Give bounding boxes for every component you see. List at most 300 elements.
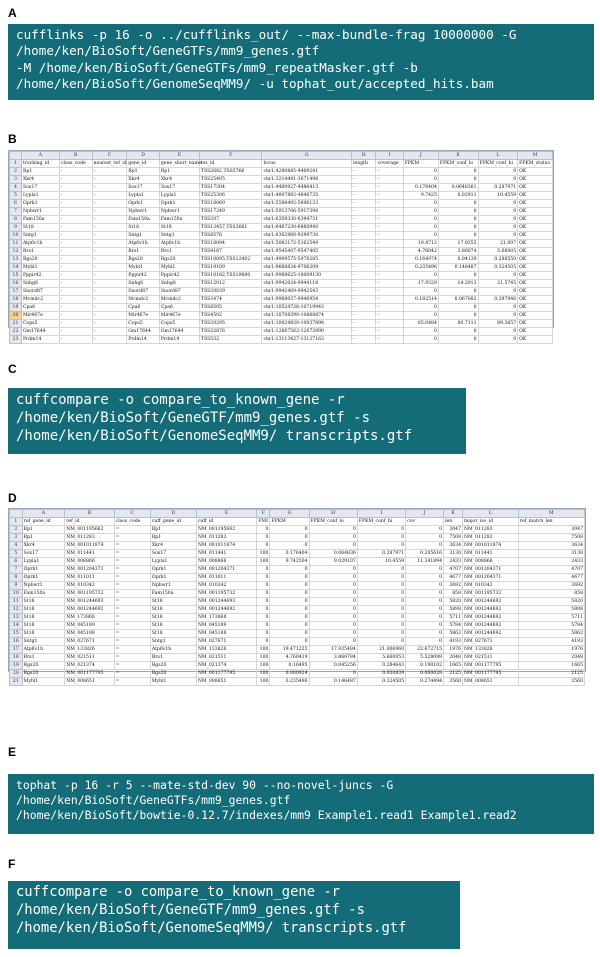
table-cell: NM_001195732 [65, 590, 114, 598]
table-cell: 5711 [444, 614, 463, 622]
table-cell: - [92, 288, 127, 296]
row-number: 9 [10, 224, 22, 232]
table-cell: Rp1 [22, 526, 65, 534]
column-letter: L [463, 510, 519, 518]
command-line: /home/ken/BioSoft/GeneGTF/mm9_genes.gtf -s [16, 901, 365, 918]
row-number: 1 [10, 160, 22, 168]
header-cell: nearest_ref_id [93, 161, 127, 166]
table-cell: NM_001244692 [196, 606, 256, 614]
table-cell: 0 [406, 534, 444, 542]
table-cell: - [59, 192, 92, 200]
table-cell: NM_011283 [196, 534, 256, 542]
table-row [10, 320, 553, 328]
table-cell: - [92, 256, 127, 264]
table-cell: Sntg1 [150, 638, 196, 646]
command-line: /home/ken/BioSoft/GenomeSeqMM9/ transcripts.gtf [16, 428, 413, 445]
table-cell: - [376, 248, 403, 256]
table-cell: - [352, 224, 376, 232]
header-cell: FPKM [403, 160, 438, 168]
table-cell: TSS20295 [200, 320, 262, 328]
table-cell: Gm17644 [127, 328, 160, 336]
header-cell: coverage [376, 160, 403, 168]
table-cell: 0.045256 [309, 662, 357, 670]
column-letter: I [376, 152, 403, 160]
table-row [10, 646, 585, 654]
table-cell: - [92, 168, 127, 176]
table-cell: Sox17 [22, 550, 65, 558]
column-letter: H [352, 152, 376, 160]
table-cell: Mir467e [21, 312, 59, 320]
table-cell: chr1:4480927-4486413 [262, 184, 352, 192]
header-cell: cuff_id [196, 518, 256, 526]
table-cell: 100 [257, 670, 270, 678]
table-cell: Pppir42 [127, 272, 160, 280]
row-number: 3 [10, 534, 23, 542]
table-cell: 0 [406, 638, 444, 646]
row-number: 4 [10, 184, 22, 192]
table-cell: Sox17 [127, 184, 160, 192]
table-cell: TSS10095,TSS12402 [200, 256, 262, 264]
table-cell: TSS10182,TSS19880 [200, 272, 262, 280]
table-cell: - [59, 224, 92, 232]
table-cell: Mybl1 [22, 678, 65, 686]
table-cell: - [376, 280, 403, 288]
column-letters [10, 152, 553, 160]
table-cell: - [59, 272, 92, 280]
table-cell: - [59, 328, 92, 336]
table-cell: chr1:9942024-9944118 [262, 280, 352, 288]
table-cell: chr1:9545407-9547405 [262, 248, 352, 256]
table-cell: NM_001195732 [196, 590, 256, 598]
table-row [10, 240, 553, 248]
table-cell: 0 [257, 630, 270, 638]
table-cell: 0 [403, 304, 438, 312]
table-cell: OK [518, 288, 553, 296]
table-cell: - [92, 184, 127, 192]
table-cell: Mir467e [127, 312, 160, 320]
table-cell: - [376, 208, 403, 216]
table-cell: 100 [257, 550, 270, 558]
table-cell: = [114, 582, 150, 590]
header-cell: FMI [258, 519, 268, 524]
table-cell: 0.030839 [357, 670, 405, 678]
table-cell: - [59, 304, 92, 312]
table-cell: NM_021511 [65, 654, 114, 662]
table-cell: Mybl1 [127, 264, 160, 272]
row-number: 12 [10, 606, 23, 614]
spreadsheet-isoforms-fpkm [8, 150, 554, 342]
table-cell: 11.341894 [406, 558, 444, 566]
table-cell: Lypla1 [127, 192, 160, 200]
table-cell: NM_045189 [196, 622, 256, 630]
table-cell: 0 [478, 208, 518, 216]
table-cell: - [59, 312, 92, 320]
table-cell: 7508 [444, 534, 463, 542]
table-cell: chr1:5913706-5917398 [262, 208, 352, 216]
table-cell: NM_001195662 [196, 526, 256, 534]
table-cell: 0 [309, 606, 357, 614]
table-cell: 0 [438, 208, 478, 216]
table-cell: chr1:9968037-9946954 [262, 296, 352, 304]
row-number: 21 [10, 678, 23, 686]
table-row [10, 184, 553, 192]
table-cell: 4193 [444, 638, 463, 646]
table-cell: Sntg1 [159, 232, 199, 240]
row-number: 15 [10, 630, 23, 638]
table-cell: chr1:9668834-9706209 [262, 264, 352, 272]
table-cell: 5.66005 [478, 248, 518, 256]
table-cell: Rgs20 [159, 256, 199, 264]
table-cell: OK [518, 304, 553, 312]
table-cell: 10.4559 [478, 192, 518, 200]
table-cell: 0 [309, 526, 357, 534]
table-cell: OK [518, 320, 553, 328]
table-cell: 2125 [444, 670, 463, 678]
table-cell: Oprk1 [21, 200, 59, 208]
table-cell: TSS207 [200, 216, 262, 224]
table-cell: TSS20039 [200, 288, 262, 296]
table-cell: 5784 [518, 622, 584, 630]
row-number: 11 [10, 598, 23, 606]
table-cell: NM_001244692 [463, 598, 519, 606]
table-cell: - [92, 248, 127, 256]
table-cell: chr1:3214481-3671498 [262, 176, 352, 184]
table-cell: 0 [478, 312, 518, 320]
table-cell: - [352, 288, 376, 296]
table-cell: Mir467e [159, 312, 199, 320]
table-cell: 0 [257, 622, 270, 630]
table-cell: - [59, 296, 92, 304]
table-cell: TSS532 [200, 336, 262, 344]
table-cell: 0 [270, 566, 309, 574]
table-cell: Rgs20 [127, 256, 160, 264]
table-cell: Lypla1 [150, 558, 196, 566]
table-cell: OK [518, 328, 553, 336]
command-line: -M /home/ken/BioSoft/GeneGTFs/mm9_repeatMasker.gtf -b [16, 59, 418, 75]
row-number: 7 [10, 208, 22, 216]
table-row [10, 216, 553, 224]
table-cell: NM_008866 [463, 558, 519, 566]
table-cell: OK [518, 168, 553, 176]
table-cell: = [114, 598, 150, 606]
table-cell: 0 [403, 216, 438, 224]
table-cell: TSS25306 [200, 192, 262, 200]
header-cell: ref_id [65, 518, 114, 526]
header-cell: len [444, 518, 463, 526]
table-cell: 0.164974 [403, 256, 438, 264]
table-cell: Oprk1 [127, 200, 160, 208]
table-cell: - [59, 256, 92, 264]
table-cell: 0 [406, 630, 444, 638]
table-cell: chr1:13113427-13127163 [262, 336, 352, 344]
table-cell: - [352, 336, 376, 344]
table-cell: NM_011011 [196, 574, 256, 582]
table-cell: - [59, 264, 92, 272]
table-cell: = [114, 622, 150, 630]
table-cell: Snhg6 [21, 280, 59, 288]
table-cell: 0 [403, 336, 438, 344]
row-number: 21 [10, 320, 22, 328]
column-letter: H [309, 510, 357, 518]
table-cell: 17.9329 [403, 280, 438, 288]
table-cell: = [114, 526, 150, 534]
table-cell: - [92, 312, 127, 320]
table-cell: = [114, 542, 150, 550]
table-cell: 0.146487 [438, 264, 478, 272]
table-cell: - [376, 272, 403, 280]
table-cell: St18 [21, 224, 59, 232]
table-cell: - [352, 248, 376, 256]
table-cell: OK [518, 280, 553, 288]
table-cell: Sntg1 [21, 232, 59, 240]
table-cell: - [59, 232, 92, 240]
table-cell: St18 [22, 606, 65, 614]
table-cell: 0.324505 [357, 678, 405, 686]
table-cell: St18 [150, 614, 196, 622]
table-cell: = [114, 638, 150, 646]
header-cell: tss_id [200, 160, 262, 168]
table-cell: TSS19109 [200, 264, 262, 272]
table-cell: - [59, 336, 92, 344]
table-cell: Xkr4 [22, 542, 65, 550]
table-cell: NM_173868 [196, 614, 256, 622]
corner-cell [10, 152, 22, 160]
column-letter: K [444, 510, 463, 518]
column-letter: L [478, 152, 518, 160]
sheet-table [9, 151, 553, 344]
command-line: /home/ken/BioSoft/GenomeSeqMM9/ -u tophat_out/accepted_hits.bam [16, 76, 494, 92]
command-line: cuffcompare -o compare_to_known_gene -r [16, 392, 345, 408]
table-cell: Atp6v1h [21, 240, 59, 248]
table-cell: 3560 [518, 678, 584, 686]
table-cell: - [92, 200, 127, 208]
table-cell: St18 [22, 622, 65, 630]
table-cell: NM_008866 [65, 558, 114, 566]
header-cell: class_code [59, 160, 92, 168]
panel-label-b: B [8, 132, 17, 146]
table-cell: 0 [257, 566, 270, 574]
table-cell: 4707 [444, 566, 463, 574]
table-cell: Sntg1 [22, 638, 65, 646]
column-letter: D [127, 152, 160, 160]
table-row [10, 614, 585, 622]
panel-label-c: C [8, 362, 17, 376]
table-cell: 2433 [444, 558, 463, 566]
table-cell: Cpa6 [159, 304, 199, 312]
table-cell: - [376, 336, 403, 344]
table-cell: = [114, 606, 150, 614]
table-cell: 0 [309, 670, 357, 678]
panel-label-d: D [8, 491, 17, 505]
header-cell: class_code [114, 518, 150, 526]
table-cell: - [352, 264, 376, 272]
table-cell: 0 [357, 582, 405, 590]
table-row [10, 328, 553, 336]
table-cell: TSS9187 [200, 248, 262, 256]
table-row [10, 280, 553, 288]
table-cell: 4677 [518, 574, 584, 582]
table-cell: 0 [270, 534, 309, 542]
table-cell: OK [518, 232, 553, 240]
table-cell: = [114, 678, 150, 686]
row-number: 14 [10, 264, 22, 272]
table-row [10, 272, 553, 280]
table-cell: Fam150a [21, 216, 59, 224]
table-cell: - [352, 304, 376, 312]
table-cell: 0 [406, 526, 444, 534]
table-cell: Cops5 [159, 320, 199, 328]
table-cell: Snord87 [127, 288, 160, 296]
table-cell: 4.76042 [403, 248, 438, 256]
table-cell: Lypla1 [159, 192, 199, 200]
table-row [10, 304, 553, 312]
table-cell: St18 [22, 630, 65, 638]
table-cell: NM_011441 [65, 550, 114, 558]
table-cell: - [376, 264, 403, 272]
table-cell: 0.182514 [403, 296, 438, 304]
table-row [10, 208, 553, 216]
column-letter: C [92, 152, 127, 160]
table-row [10, 654, 585, 662]
table-cell: 0 [406, 590, 444, 598]
table-cell: 100 [257, 662, 270, 670]
table-cell: 0.205616 [406, 550, 444, 558]
table-cell: 0 [478, 200, 518, 208]
table-cell: - [352, 176, 376, 184]
panel-label-f: F [8, 857, 16, 871]
table-cell: 9.7425 [403, 192, 438, 200]
table-cell: - [92, 224, 127, 232]
table-cell: - [352, 280, 376, 288]
table-cell: Rgs20 [22, 662, 65, 670]
row-number: 10 [10, 590, 23, 598]
table-cell: 0 [257, 614, 270, 622]
table-cell: - [376, 232, 403, 240]
table-cell: Atp6v1h [22, 646, 65, 654]
table-cell: Snord87 [159, 288, 199, 296]
row-number: 8 [10, 574, 23, 582]
table-cell: NM_001244692 [463, 606, 519, 614]
table-cell: Oprk1 [159, 200, 199, 208]
table-cell: 9.029107 [309, 558, 357, 566]
table-cell: 0 [403, 272, 438, 280]
table-row [10, 256, 553, 264]
table-cell: Rrs1 [22, 654, 65, 662]
table-cell: - [352, 312, 376, 320]
table-cell: Xkr4 [127, 176, 160, 184]
header-cell: FPKM_status [518, 160, 553, 168]
table-cell: Snhg6 [127, 280, 160, 288]
table-cell: NM_008651 [65, 678, 114, 686]
table-cell: NM_008866 [196, 558, 256, 566]
table-cell: 9.742504 [270, 558, 309, 566]
row-number: 18 [10, 654, 23, 662]
table-cell: 0 [478, 304, 518, 312]
table-cell: 0 [309, 630, 357, 638]
table-cell: - [376, 312, 403, 320]
table-cell: NM_027671 [196, 638, 256, 646]
table-row [10, 550, 585, 558]
table-cell: = [114, 534, 150, 542]
table-cell: Gm17644 [159, 328, 199, 336]
table-cell: 0 [257, 606, 270, 614]
panel-label-a: A [8, 6, 17, 20]
table-cell: - [59, 288, 92, 296]
table-cell: 0 [403, 328, 438, 336]
table-cell: - [352, 320, 376, 328]
table-cell: 2048 [518, 654, 584, 662]
column-letters [10, 510, 585, 518]
table-cell: 0 [257, 574, 270, 582]
column-letter: C [114, 510, 150, 518]
table-cell: 0.190102 [406, 662, 444, 670]
table-cell: 0 [257, 590, 270, 598]
table-cell: Npbwr1 [150, 582, 196, 590]
table-row [10, 168, 553, 176]
row-number: 19 [10, 662, 23, 670]
header-cell: FPKM [270, 518, 309, 526]
command-box-cufflinks [8, 24, 594, 100]
table-cell: Cops5 [127, 320, 160, 328]
table-cell: NM_045188 [65, 630, 114, 638]
table-cell: 0 [270, 598, 309, 606]
table-cell: 0 [270, 542, 309, 550]
table-cell: TSS8505 [200, 304, 262, 312]
row-number: 16 [10, 638, 23, 646]
table-cell: Fam150a [150, 590, 196, 598]
table-cell: - [59, 184, 92, 192]
table-cell: TSS17304 [200, 184, 262, 192]
table-cell: 0 [270, 582, 309, 590]
row-number: 22 [10, 328, 22, 336]
table-cell: 0.274494 [406, 678, 444, 686]
table-cell: OK [518, 200, 553, 208]
table-cell: 2125 [518, 670, 584, 678]
table-cell: = [114, 566, 150, 574]
table-cell: - [59, 200, 92, 208]
table-cell: 0 [478, 288, 518, 296]
table-cell: 0 [438, 328, 478, 336]
table-cell: - [352, 168, 376, 176]
table-cell: 0 [357, 638, 405, 646]
header-cell: major_iso_id [463, 518, 519, 526]
table-row [10, 200, 553, 208]
table-cell: 0 [403, 176, 438, 184]
table-cell: 5820 [444, 598, 463, 606]
header-cell: length [352, 160, 376, 168]
table-cell: 0 [406, 614, 444, 622]
table-cell: Rp1 [22, 534, 65, 542]
table-cell: 80.7111 [438, 320, 478, 328]
table-cell: Gm17644 [21, 328, 59, 336]
column-letter: B [65, 510, 114, 518]
table-cell: - [92, 336, 127, 344]
table-row [10, 248, 553, 256]
table-row [10, 534, 585, 542]
table-cell: NM_001244693 [65, 598, 114, 606]
table-cell: 0 [438, 224, 478, 232]
corner-cell [10, 510, 23, 518]
table-cell: 0 [406, 622, 444, 630]
table-cell: NM_001244692 [463, 622, 519, 630]
table-cell: TSS12012 [200, 280, 262, 288]
table-cell: 21.007 [478, 240, 518, 248]
table-cell: NM_001244693 [196, 598, 256, 606]
table-cell: 0 [478, 168, 518, 176]
table-cell: 0 [438, 304, 478, 312]
table-cell: Pppir42 [21, 272, 59, 280]
table-cell: - [352, 192, 376, 200]
